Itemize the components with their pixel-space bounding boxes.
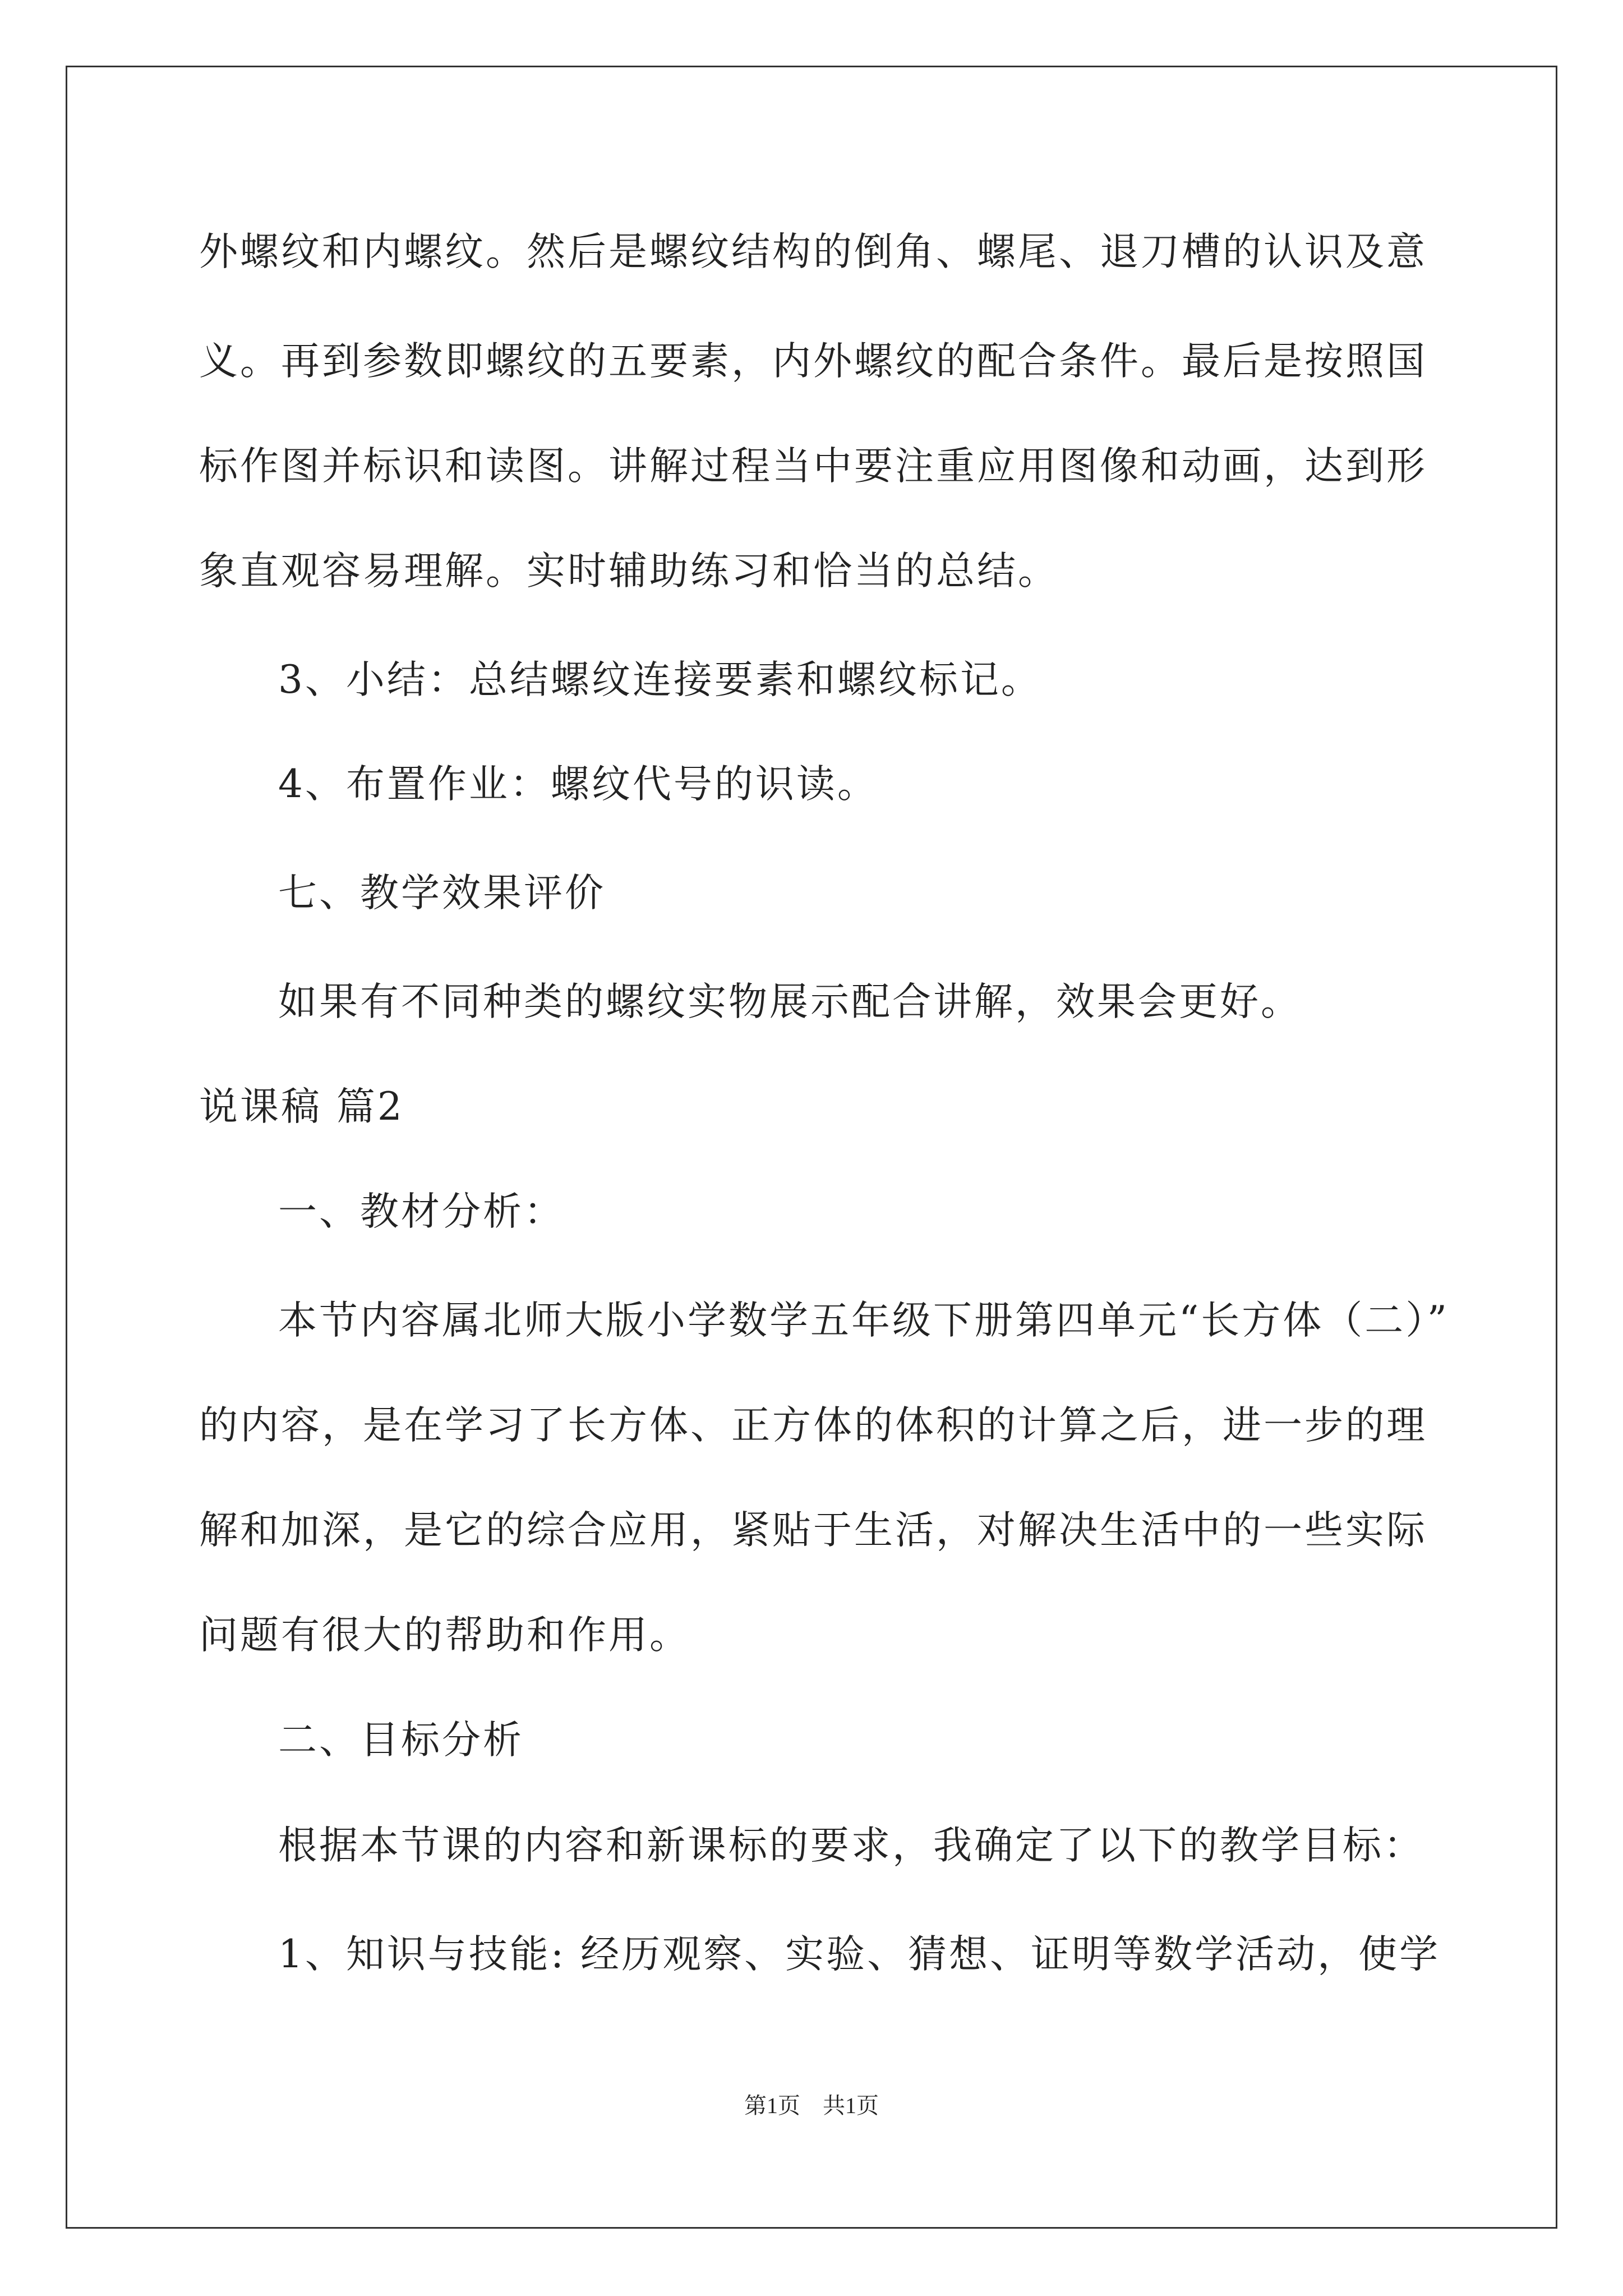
page-number: 第1页 [744, 2093, 800, 2118]
page-footer [0, 2090, 1623, 2122]
section-heading: 一、教材分析： [278, 1189, 565, 1234]
section-heading: 二、目标分析 [278, 1718, 524, 1763]
article-title: 说课稿 篇2 [199, 1084, 404, 1129]
list-item: 3、小结：总结螺纹连接要素和螺纹标记。 [278, 657, 1042, 702]
paragraph-line: 解和加深，是它的综合应用，紧贴于生活，对解决生活中的一些实际 [199, 1508, 1427, 1553]
paragraph-line: 外螺纹和内螺纹。然后是螺纹结构的倒角、螺尾、退刀槽的认识及意 [199, 229, 1427, 274]
section-heading: 七、教学效果评价 [278, 871, 606, 915]
paragraph-line: 象直观容易理解。实时辅助练习和恰当的总结。 [199, 549, 1059, 593]
list-item: 4、布置作业：螺纹代号的识读。 [278, 762, 878, 807]
paragraph-line: 标作图并标识和读图。讲解过程当中要注重应用图像和动画，达到形 [199, 444, 1427, 489]
paragraph-line: 的内容，是在学习了长方体、正方体的体积的计算之后，进一步的理 [199, 1403, 1427, 1448]
paragraph-line: 如果有不同种类的螺纹实物展示配合讲解，效果会更好。 [278, 979, 1302, 1024]
paragraph-line: 问题有很大的帮助和作用。 [199, 1613, 690, 1658]
page-border [66, 66, 1557, 2229]
paragraph-line: 根据本节课的内容和新课标的要求，我确定了以下的教学目标： [278, 1823, 1424, 1868]
page-total: 共1页 [823, 2093, 879, 2118]
list-item: 1、知识与技能: 经历观察、实验、猜想、证明等数学活动，使学 [278, 1932, 1441, 1977]
paragraph-line: 本节内容属北师大版小学数学五年级下册第四单元“长方体（二）” [278, 1298, 1450, 1343]
paragraph-line: 义。再到参数即螺纹的五要素，内外螺纹的配合条件。最后是按照国 [199, 339, 1427, 384]
